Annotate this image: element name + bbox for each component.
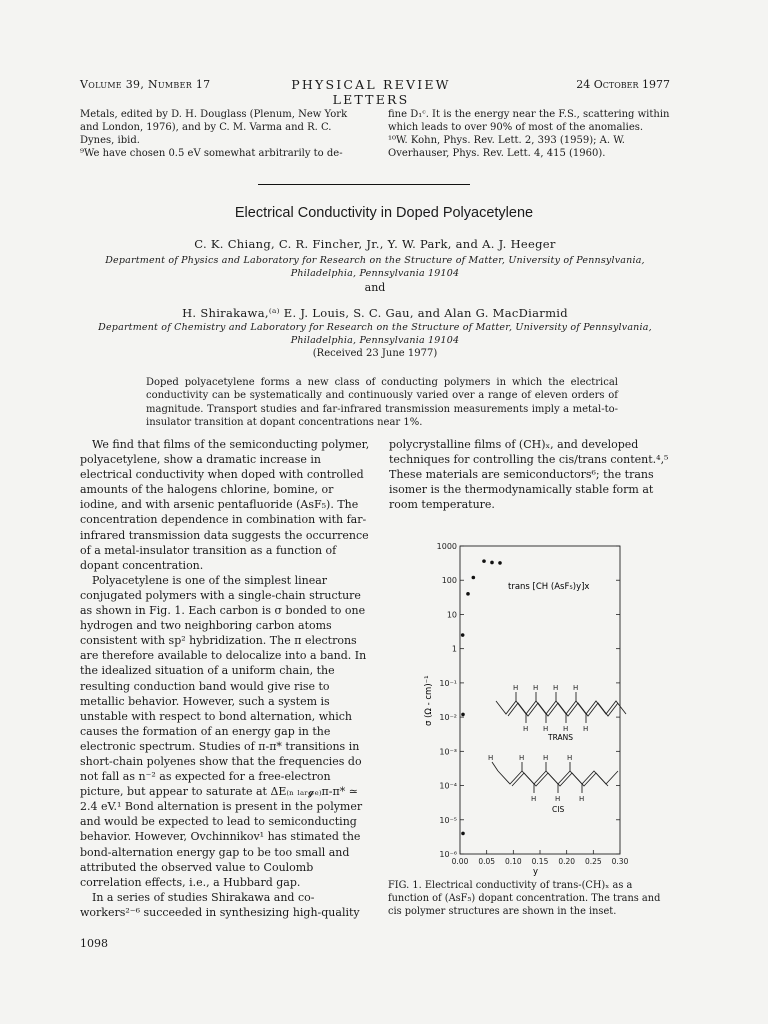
running-header [80, 77, 670, 107]
data-point [461, 832, 465, 836]
left-column [80, 437, 373, 920]
journal-name: PHYSICAL REVIEW LETTERS [291, 77, 451, 107]
figure-1 [388, 536, 638, 876]
chart-axes [460, 546, 620, 854]
paragraph: We find that films of the semiconducting polymer, polyacetylene, show a dramatic increase in electrical conductivity when doped with controlled amounts of the halogens chlorine, bomine, or iodine, and with arsenic pentafluoride (AsF₅). The concentration dependence in combination with far-infrared transmission data suggests the occurrence of a metal-insulator transition as a function of dopant concentration. [80, 438, 370, 572]
conductivity-chart [388, 536, 638, 876]
received-date: (Received 23 June 1977) [312, 348, 438, 359]
h-atom-label: H [567, 754, 573, 762]
h-atom-label: H [533, 684, 539, 692]
x-axis-label: y [533, 867, 539, 876]
h-atom-label: H [583, 725, 589, 733]
data-point [461, 633, 465, 637]
paragraph: polycrystalline films of (CH)ₓ, and developed techniques for controlling the cis/trans content.⁴,⁵ These materials are semiconductors⁶; the trans isomer is the thermodynamically stable form at room temperature. [389, 438, 669, 512]
x-tick-label: 0.25 [584, 857, 602, 866]
y-tick-label: 10⁻³ [439, 747, 457, 757]
series-annotation: trans [CH (AsF₅)y]x [508, 582, 590, 592]
h-atom-label: H [523, 725, 529, 733]
affiliation-2-line-1: Department of Chemistry and Laboratory for Research on the Structure of Matter, University of Pennsylvania, [98, 322, 652, 333]
x-tick-label: 0.15 [531, 857, 549, 866]
paragraph: Polyacetylene is one of the simplest linear conjugated polymers with a single-chain structure as shown in Fig. 1. Each carbon is σ bonded to one hydrogen and two neighboring carbon atoms consistent with sp² hybridization. The π electrons are therefore available to delocalize into a band. In the idealized situation of a uniform chain, the resulting conduction band would give rise to metallic behavior. However, such a system is unstable with respect to bond alternation, which causes the formation of an energy gap in the electronic spectrum. Studies of π-π* transitions in short-chain polyenes show that the frequencies do not fall as n⁻² as expected for a free-electron picture, but appear to saturate at ΔE₍ₙ ₗₐᵣ𝓰ₑ₎π-π* ≃ 2.4 eV.¹ Bond alternation is present in the polymer and would be expected to lead to semiconducting behavior. However, Ovchinnikov¹ has stimated the bond-alternation energy gap to be too small and attributed the observed value to Coulomb correlation effects, i.e., a Hubbard gap. [80, 573, 367, 889]
y-tick-label: 10⁻² [439, 713, 457, 723]
article-title: Electrical Conductivity in Doped Polyacetylene [234, 205, 534, 221]
h-atom-label: H [513, 684, 519, 692]
plot-frame [460, 546, 620, 854]
y-tick-label: 1000 [436, 542, 457, 551]
data-point [472, 576, 476, 580]
h-atom-label: H [543, 754, 549, 762]
x-tick-label: 0.30 [611, 857, 629, 866]
h-atom-label: H [488, 754, 494, 762]
y-tick-label: 1 [451, 644, 457, 654]
affiliation-1-line-2: Philadelphia, Pennsylvania 19104 [290, 268, 460, 279]
abstract: Doped polyacetylene forms a new class of conducting polymers in which the electrical conductivity can be systematically and continuously varied over a range of eleven orders of magnitude. Transport studies and far-infrared transmission measurements imply a metal-to-insulator transition at dopant concentrations near 1%. [146, 377, 618, 429]
data-point [461, 713, 465, 717]
cis-h-labels [488, 754, 584, 803]
y-tick-label: 10⁻⁴ [439, 781, 457, 791]
journal-volume: Volume 39, Number 17 [80, 78, 211, 91]
authors-group-2: H. Shirakawa,⁽ᵃ⁾ E. J. Louis, S. C. Gau, and Alan G. MacDiarmid [182, 306, 568, 320]
h-atom-label: H [573, 684, 579, 692]
separator-rule [258, 184, 470, 185]
y-tick-label: 10⁻⁶ [439, 850, 457, 859]
issue-date: 24 October 1977 [576, 78, 670, 91]
h-atom-label: H [519, 754, 525, 762]
affiliation-2-line-2: Philadelphia, Pennsylvania 19104 [290, 335, 460, 346]
footnote: ⁹We have chosen 0.5 eV somewhat arbitrarily to de- [80, 148, 343, 159]
x-tick-label: 0.10 [504, 857, 522, 866]
data-point [498, 561, 502, 565]
h-atom-label: H [555, 795, 561, 803]
and-separator: and [364, 281, 386, 294]
cis-label: CIS [552, 805, 565, 814]
h-atom-label: H [553, 684, 559, 692]
h-atom-label: H [579, 795, 585, 803]
y-tick-label: 10 [446, 610, 457, 620]
data-point [466, 592, 470, 596]
right-column [389, 437, 675, 512]
data-point [482, 559, 486, 563]
affiliation-1-line-1: Department of Physics and Laboratory for Research on the Structure of Matter, University of Pennsylvania, [105, 255, 645, 266]
data-point [490, 561, 494, 565]
x-tick-label: 0.20 [558, 857, 576, 866]
chart-points [461, 559, 502, 835]
trans-structure-inset [496, 692, 626, 723]
top-left-footnotes [80, 108, 360, 160]
y-axis-label: σ (Ω - cm)⁻¹ [424, 675, 434, 726]
h-atom-label: H [531, 795, 537, 803]
figure-caption: FIG. 1. Electrical conductivity of trans-(CH)ₓ as a function of (AsF₅) dopant concentration. The trans and cis polymer structures are shown in the inset. [388, 880, 661, 917]
x-tick-label: 0.05 [478, 857, 496, 866]
top-right-footnotes [388, 108, 673, 160]
page-number: 1098 [80, 937, 108, 950]
footnote: Metals, edited by D. H. Douglass (Plenum, New York and London, 1976), and by C. M. Varma and R. C. Dynes, ibid. [80, 109, 348, 146]
h-atom-label: H [543, 725, 549, 733]
footnote: ¹⁰W. Kohn, Phys. Rev. Lett. 2, 393 (1959); A. W. Overhauser, Phys. Rev. Lett. 4, 415 (1960). [388, 135, 625, 159]
x-tick-label: 0.00 [451, 857, 469, 866]
y-tick-label: 10⁻⁵ [439, 815, 457, 825]
trans-label: TRANS [548, 733, 573, 742]
y-tick-label: 10⁻¹ [439, 678, 457, 688]
y-tick-label: 100 [441, 576, 457, 586]
authors-group-1: C. K. Chiang, C. R. Fincher, Jr., Y. W. Park, and A. J. Heeger [194, 237, 556, 251]
footnote: fine D₁ᶜ. It is the energy near the F.S., scattering within which leads to over 90% of most of the anomalies. [388, 109, 670, 133]
cis-structure-inset [492, 762, 618, 793]
h-atom-label: H [563, 725, 569, 733]
paragraph: In a series of studies Shirakawa and co-workers²⁻⁶ succeeded in synthesizing high-quality [80, 890, 360, 919]
